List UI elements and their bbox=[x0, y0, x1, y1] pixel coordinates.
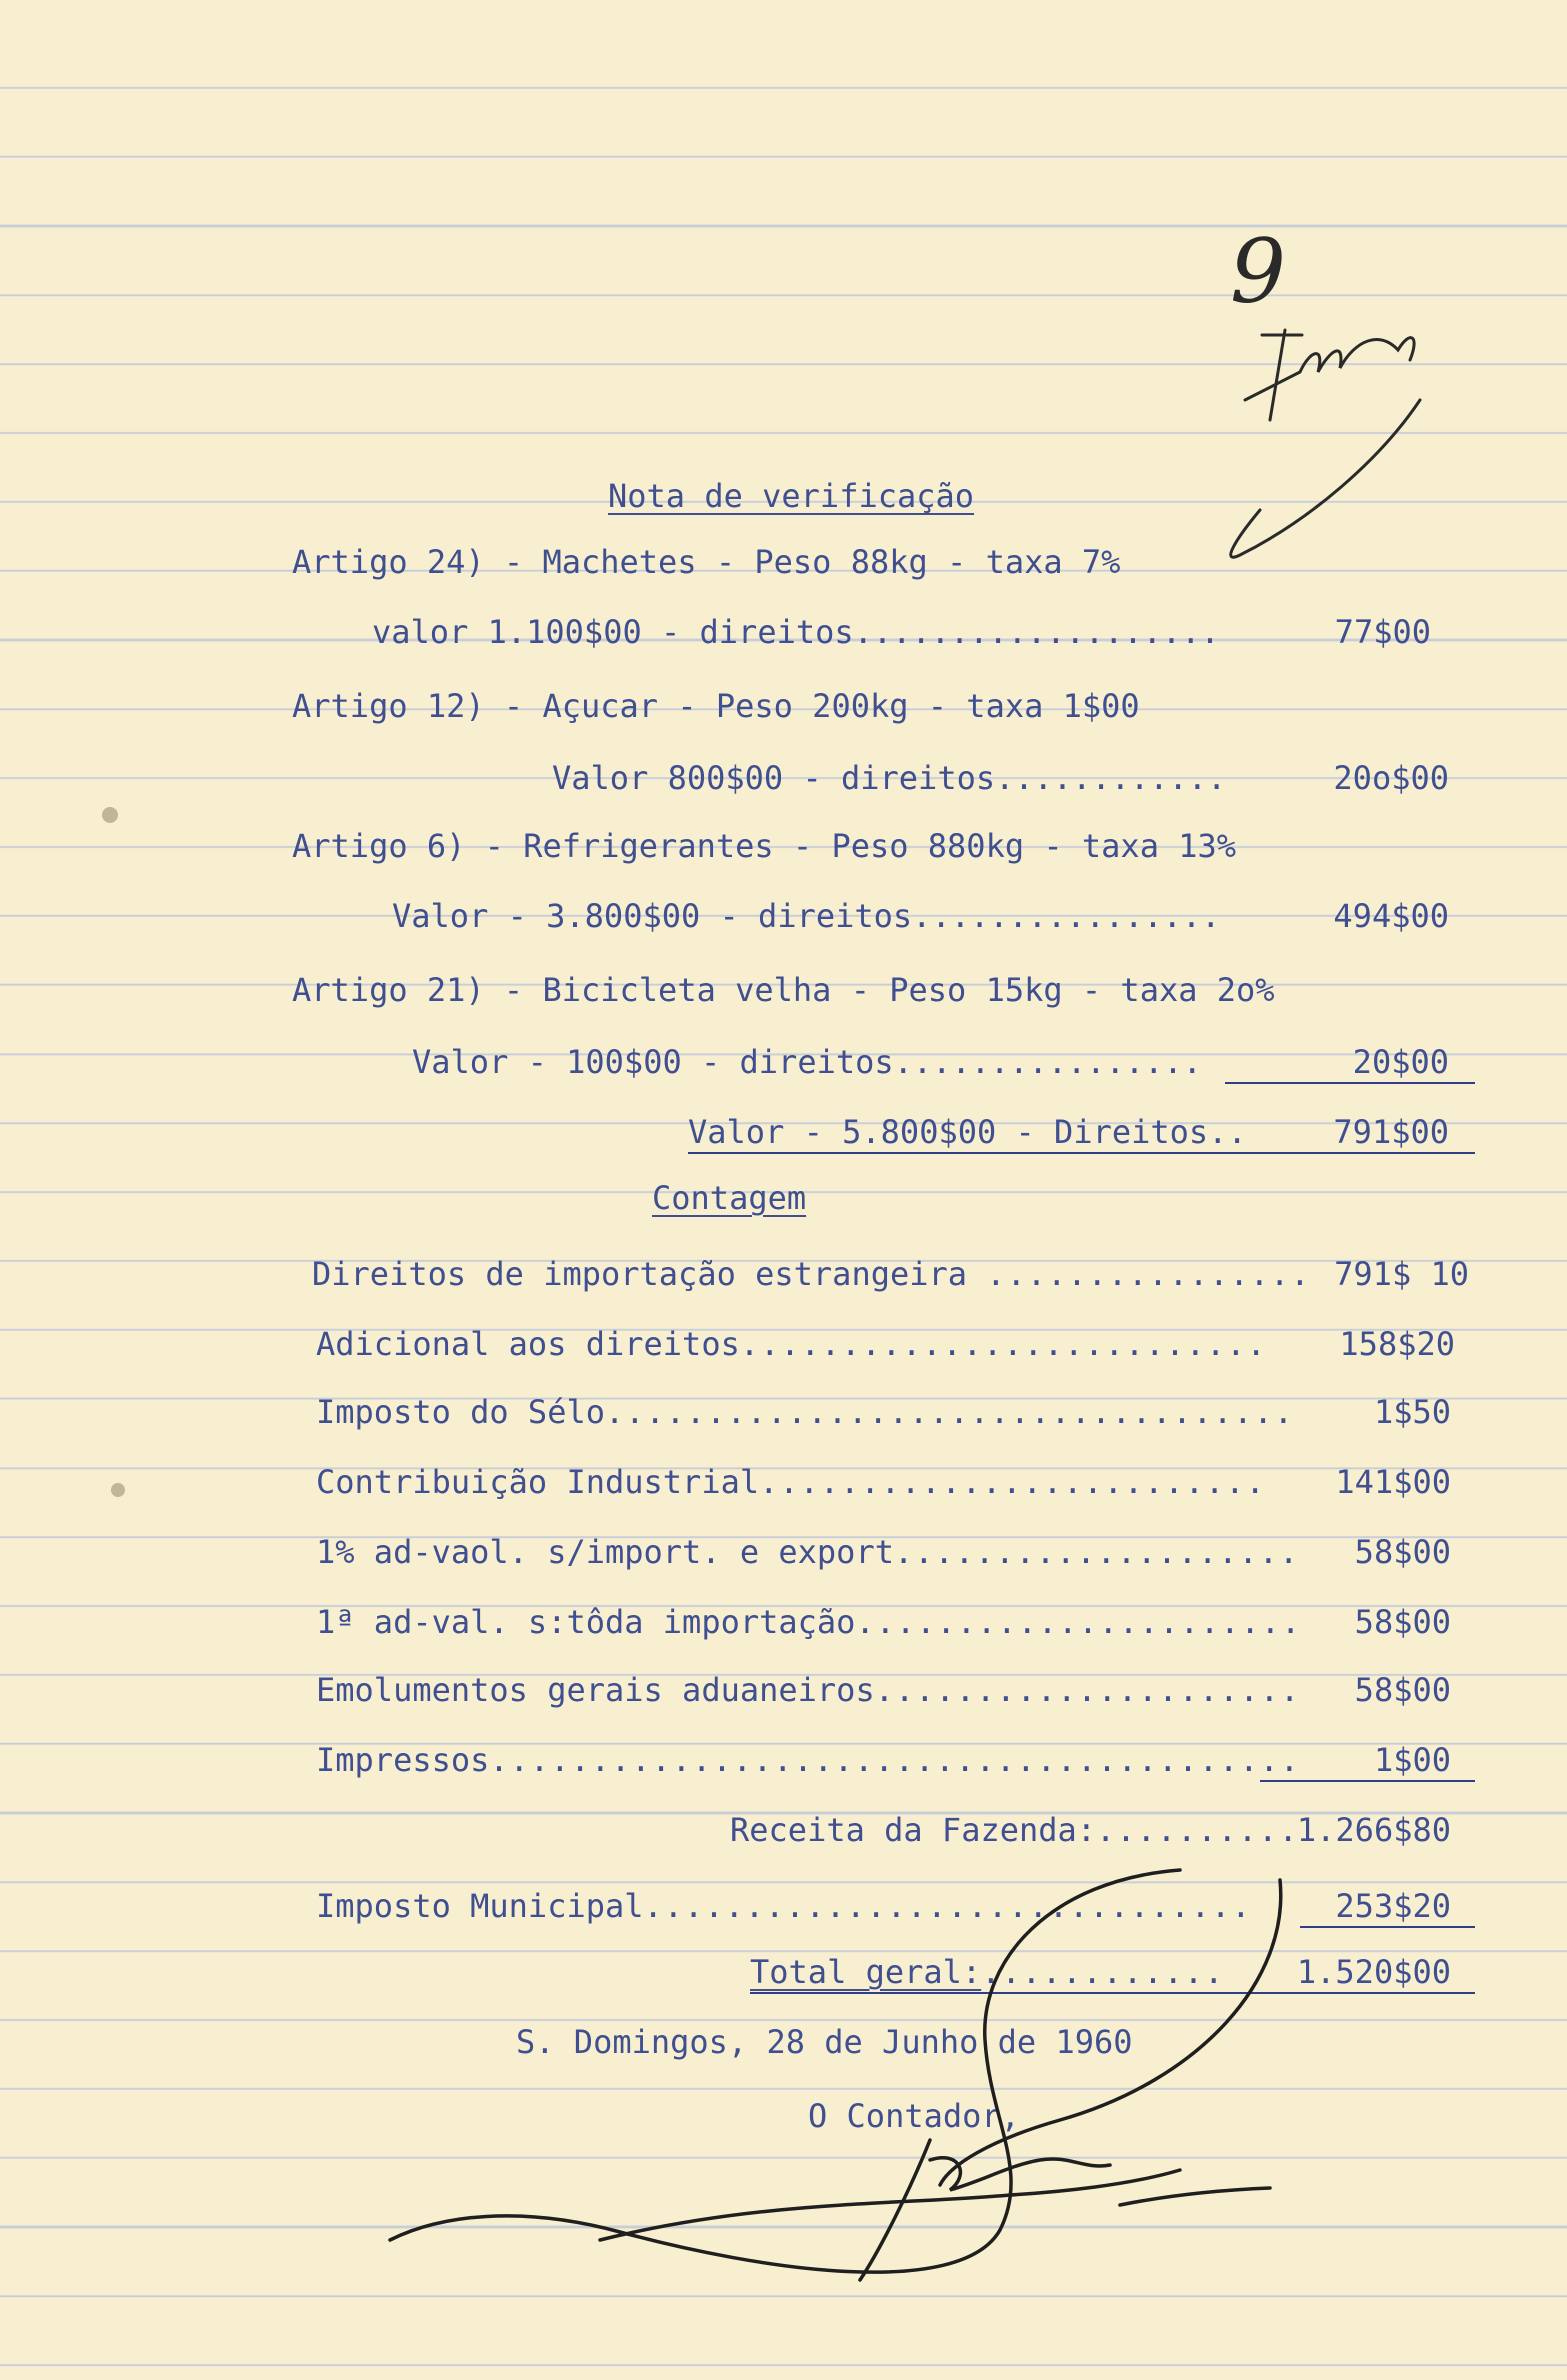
total-label: Total geral: bbox=[750, 1953, 982, 1991]
item-amount-3: 494$00 bbox=[1333, 897, 1449, 935]
contagem-label: 1ª ad-val. s:tôda importação bbox=[316, 1603, 856, 1641]
subtotal-amount: 791$00 bbox=[1333, 1113, 1449, 1151]
contagem-label: Adicional aos direitos bbox=[316, 1325, 740, 1363]
municipal-label: Imposto Municipal bbox=[316, 1887, 644, 1925]
item-amount-2: 20o$00 bbox=[1333, 759, 1449, 797]
contagem-dots: ......................... bbox=[759, 1463, 1266, 1501]
contagem-amount-4: 141$00 bbox=[1335, 1463, 1451, 1501]
contagem-label: Contribuição Industrial bbox=[316, 1463, 760, 1501]
contagem-amount-8: 1$00 bbox=[1373, 1741, 1451, 1779]
item-amount-4: 20$00 bbox=[1352, 1043, 1449, 1081]
contagem-dots: .......................... bbox=[739, 1325, 1267, 1363]
contagem-label: 1% ad-vaol. s/import. e export bbox=[316, 1533, 894, 1571]
contagem-dots: ...................... bbox=[855, 1603, 1302, 1641]
contagem-dots: ........................................ bbox=[489, 1741, 1301, 1779]
receita-dots: .......... bbox=[1096, 1811, 1299, 1849]
municipal-amount: 253$20 bbox=[1335, 1887, 1451, 1925]
contagem-label: Direitos de importação estrangeira bbox=[312, 1255, 968, 1293]
item-sub-1: valor 1.100$00 - direitos................... bbox=[372, 613, 1220, 651]
contagem-label: Impressos bbox=[316, 1741, 490, 1779]
item-line-4: Artigo 21) - Bicicleta velha - Peso 15kg - taxa 2o% bbox=[292, 971, 1275, 1009]
contagem-amount-7: 58$00 bbox=[1354, 1671, 1451, 1709]
contagem-dots: ................ bbox=[986, 1255, 1311, 1293]
item-sub-4: Valor - 100$00 - direitos................ bbox=[412, 1043, 1202, 1081]
item-line-2: Artigo 12) - Açucar - Peso 200kg - taxa 1$00 bbox=[292, 687, 1140, 725]
initials-mark bbox=[1231, 330, 1420, 557]
signatory-title: O Contador, bbox=[808, 2097, 1020, 2135]
item-sub-2: Valor 800$00 - direitos............ bbox=[552, 759, 1227, 797]
margin-smudges bbox=[102, 807, 125, 1497]
contagem-amount-2: 158$20 bbox=[1339, 1325, 1455, 1363]
subtotal-label: Valor - 5.800$00 - Direitos.. bbox=[688, 1113, 1247, 1151]
page-number-mark: 9 bbox=[1230, 220, 1286, 323]
contagem-amount-6: 58$00 bbox=[1354, 1603, 1451, 1641]
contagem-amount-1: 791$ 10 bbox=[1334, 1255, 1469, 1293]
contagem-amount-3: 1$50 bbox=[1373, 1393, 1451, 1431]
place-date: S. Domingos, 28 de Junho de 1960 bbox=[516, 2023, 1133, 2061]
contagem-amount-5: 58$00 bbox=[1354, 1533, 1451, 1571]
contagem-dots: .................... bbox=[893, 1533, 1300, 1571]
receita-label: Receita da Fazenda: bbox=[730, 1811, 1097, 1849]
item-line-1: Artigo 24) - Machetes - Peso 88kg - taxa 7% bbox=[292, 543, 1121, 581]
signature-mark bbox=[390, 1870, 1281, 2280]
contagem-title: Contagem bbox=[652, 1179, 807, 1217]
municipal-dots: .............................. bbox=[643, 1887, 1252, 1925]
receita-amount: 1.266$80 bbox=[1296, 1811, 1451, 1849]
document-title: Nota de verificação bbox=[608, 477, 975, 515]
contagem-dots: ..................... bbox=[874, 1671, 1301, 1709]
total-amount: 1.520$00 bbox=[1296, 1953, 1451, 1991]
contagem-label: Emolumentos gerais aduaneiros bbox=[316, 1671, 875, 1709]
item-sub-3: Valor - 3.800$00 - direitos................ bbox=[392, 897, 1221, 935]
contagem-dots: .................................. bbox=[604, 1393, 1295, 1431]
item-line-3: Artigo 6) - Refrigerantes - Peso 880kg - taxa 13% bbox=[292, 827, 1237, 865]
item-amount-1: 77$00 bbox=[1334, 613, 1431, 651]
contagem-label: Imposto do Sélo bbox=[316, 1393, 605, 1431]
total-dots: ............ bbox=[981, 1953, 1225, 1991]
